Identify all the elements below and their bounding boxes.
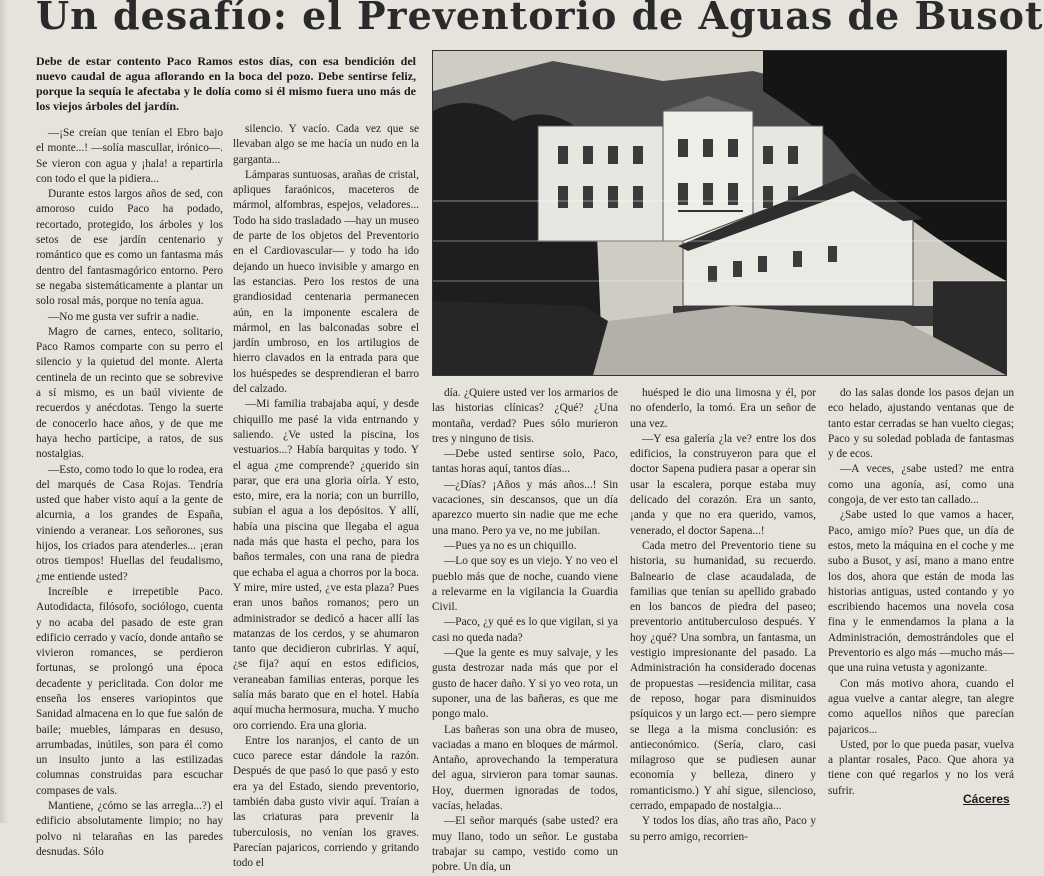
- lead-sentence-2: Debe sentirse feliz, porque la sequía le afectaba y le dolía como si él mismo fuera uno más de los viejos árboles del jardín.: [36, 69, 416, 113]
- article-paragraph: —Paco, ¿y qué es lo que vigilan, si ya casi no queda nada?: [432, 616, 618, 644]
- headline: Un desafío: el Preventorio de Aguas de Busot: [36, 0, 1044, 38]
- article-column-2: [233, 122, 419, 870]
- article-column-4: [630, 386, 816, 843]
- building-photo-icon: [432, 50, 1007, 376]
- article-paragraph: —Que la gente es muy salvaje, y les gusta destrozar nada más que por el gusto de hacer daño. Y si yo veo rota, un suponer, una de las bañeras, es que me pongo malo.: [432, 647, 618, 721]
- article-paragraph: —Lo que soy es un viejo. Y no veo el pueblo más que de noche, cuando viene a relevarme en la vigilancia la Guardia Civil.: [432, 555, 618, 614]
- article-paragraph: do las salas donde los pasos dejan un eco helado, ajustando ventanas que de tanto estar cerradas se han vuelto ciegas; Paco y su soledad poblada de fantasmas y de ecos.: [828, 387, 1014, 461]
- article-paragraph: Magro de carnes, enteco, solitario, Paco Ramos comparte con su perro el silencio y la quietud del monte. Alerta centinela de un recinto que se sobrevive a sí mismo, es un baúl viviente de recuerdos y anécdotas. Tengo la suerte de conocerlo hace años, y de que me haya hecho partícipe, a ratos, de sus nostalgias.: [36, 325, 223, 461]
- article-paragraph: Lámparas suntuosas, arañas de cristal, apliques faraónicos, maceteros de mármol, alfombras, espejos, veladores... Todo ha sido trasladado —hay un museo de parte de los objetos del Preventorio en el Cardiovascular— y todo ha ido dejando un hueco invisible y amargo en las estancias. Pero los restos de una grandiosidad centenaria permanecen aún, en la imponente escalera de mármol, en las balconadas sobre el jardín umbroso, en los artilugios de hierro clavados en la entrada para que los huéspedes se desprendieran el barro del calzado.: [233, 168, 419, 396]
- article-paragraph: Durante estos largos años de sed, con amoroso cuido Paco ha podado, recortado, protegido, los árboles y los setos de ese jardín centenario y romántico que es como un fantasma más dentro del fantasmagórico entorno. Pero se negaba sistemáticamente a plantar un solo rosal más, porque no tenía agua.: [36, 188, 223, 308]
- article-paragraph: —Pues ya no es un chiquillo.: [444, 539, 577, 552]
- article-paragraph: —Mi familia trabajaba aquí, y desde chiquillo me pasé la vida entrnando y saliendo. ¿Ve usted la piscina, los vestuarios...? Había barquitas y todo. Y el agua ¿me comprende? ¿querido sin parar, que era una gloria oírla. Y esto, esto, mire, era la noria; con un burrillo, subían el agua a los depósitos. Y allí, había una piscina que llegaba el agua nada más que hasta el pecho, para los baños termales, con una rana de piedra que echaba el agua a chorros por la boca. Y mire, mire usted, ¿ve esta plaza? Pues eran unos baños romanos; pero un administrador se dedicó a hacer allí las matanzas de los cerdos, y se ahumaron tanto que decidieron cubrirlas. Y aquí, ¿se fija? aquí en estos edificios, veraneaban familias enteras, porque les salía más barato que en el hotel. Había aquí mucha hermosura, mucha. Y mucho oro corriendo. Era una gloria.: [233, 398, 419, 732]
- page-edge-shadow: [0, 0, 8, 823]
- article-paragraph: Las bañeras son una obra de museo, vaciadas a mano en bloques de mármol. Antaño, aprovechando la temperatura del agua, sirvieron para tomar saunas. Hoy, duermen ignoradas de todos, vacías, heladas.: [432, 723, 618, 813]
- article-paragraph: Mantiene, ¿cómo se las arregla...?) el edificio absolutamente limpio; no hay polvo ni telarañas en las paredes desnudas. Sólo: [36, 800, 223, 858]
- article-column-1: [36, 126, 223, 858]
- article-column-5: [828, 386, 1014, 823]
- author-signature: Cáceres: [963, 792, 1010, 806]
- article-paragraph: —Esto, como todo lo que lo rodea, era del marqués de Casa Rojas. Tendría usted que haber visto aquí a la gente de alcurnia, a los grandes de España, viniendo a veranear. Los señorones, sus hijos, los criados para atenderles... ¡eran otros tiempos! Huellas del feudalismo, ¿me entiende usted?: [36, 463, 223, 583]
- article-paragraph: silencio. Y vacío. Cada vez que se llevaban algo se me hacía un nudo en la garganta...: [233, 123, 419, 166]
- article-paragraph: —No me gusta ver sufrir a nadie.: [48, 310, 199, 323]
- article-paragraph: huésped le dio una limosna y él, por no ofenderlo, la tomó. Era un señor de una vez.: [630, 387, 816, 430]
- article-paragraph: Entre los naranjos, el canto de un cuco parece estar dándole la razón. Después de que pasó lo que pasó y esto era ya del Estado, siendo preventorio, también daba gusto vivir aquí. Traían a las criaturas para prevenir la tuberculosis, no venían los graves. Parecían pajaricos, corriendo y gritando todo el: [233, 734, 419, 870]
- article-paragraph: día. ¿Quiere usted ver los armarios de las historias clínicas? ¿Qué? ¿Una montaña, verdad? Pues sólo murieron tres y ninguno de tisis.: [432, 387, 618, 445]
- article-paragraph: —¿Días? ¡Años y más años...! Sin vacaciones, sin descansos, que un día aparezco muerto sin nadie que me eche una mano. Pero ya ve, no me jubilan.: [432, 478, 618, 537]
- article-paragraph: Y todos los días, año tras año, Paco y su perro amigo, recorrien-: [630, 815, 816, 843]
- article-column-3: [432, 386, 618, 874]
- article-paragraph: ¿Sabe usted lo que vamos a hacer, Paco, amigo mío? Pues que, un día de estos, meto la máquina en el coche y me subo a Busot, y así, mano a mano entre los dos, ahora que están de moda las historias antiguas, usted contando y yo escribiendo hacemos una novela cosa fina y le enmendamos la plana a la Administración, demostrándoles que el Preventorio es algo más —mucho más— que una ruina vetusta y agonizante.: [828, 509, 1014, 675]
- article-paragraph: Increíble e irrepetible Paco. Autodidacta, filósofo, sociólogo, cuenta y no acaba del pasado de este gran edificio cerrado y vacío, donde antaño se vivieron romances, se perdieron fortunas, se prolongó una época decadente y periclitada. Con dolor me enseña los enseres variopintos que Sanidad almacena en lo que fue salón de baile; muebles, lámparas en desuso, arrumbadas, inútiles, son para él como un insulto junto a las estilizadas columnas construidas para escuchar compases de vals.: [36, 585, 223, 797]
- article-paragraph: —Debe usted sentirse solo, Paco, tantas horas aquí, tantos días...: [432, 448, 618, 476]
- lead-sentence-1: Debe de estar contento Paco Ramos estos días, con esa bendición del nuevo caudal de agua aflorando en la boca del pozo.: [36, 54, 416, 83]
- article-paragraph: —A veces, ¿sabe usted? me entra como una agonía, así, como una congoja, de ver esto tan callado...: [828, 463, 1014, 507]
- article-paragraph: —Y esa galería ¿la ve? entre los dos edificios, la construyeron para que el doctor Sapena pudiera pasar a operar sin usar la escalera, porque estaba muy delicado del corazón. Era un santo, ¡anda y que no era querido, vamos, venerado, el doctor Sapena...!: [630, 432, 816, 537]
- article-paragraph: —El señor marqués (sabe usted? era muy llano, todo un señor. Le gustaba trabajar su campo, vestido como un pobre. Un día, un: [432, 815, 618, 874]
- article-paragraph: Con más motivo ahora, cuando el agua vuelve a cantar alegre, tan alegre como aquellos niños que parecían pajaricos...: [828, 677, 1014, 736]
- article-paragraph: Usted, por lo que pueda pasar, vuelva a plantar rosales, Paco. Que ahora ya tiene con qué regarlos y no los verá sufrir.: [828, 738, 1014, 797]
- article-paragraph: —¡Se creían que tenían el Ebro bajo el monte...! —solía mascullar, irónico—. Se vieron con agua y ¡hala! a repartirla con todo el que la pidiera...: [36, 127, 223, 185]
- article-paragraph: Cada metro del Preventorio tiene su historia, su humanidad, su recuerdo. Balneario de clase acaudalada, de familias que tenían su apellido grabado en los bancos de piedra del paseo; preventorio antituberculoso después. Y hoy ¿qué? Una sombra, un fantasma, un vestigio impresionante del pasado. La Administración ha considerado docenas de propuestas —residencia militar, casa de reposo, hogar para disminuidos psíquicos y un largo ect.— pero siempre se llega a la misma conclusión: es antieconómico. (Sería, claro, casi milagroso que se pudiesen aunar economía y belleza, dinero y romanticismo.) Y ahí sigue, silencioso, cerrado, empapado de nostalgia...: [630, 539, 816, 813]
- lead-paragraph: [36, 54, 416, 114]
- photo-illustration: [433, 51, 1006, 375]
